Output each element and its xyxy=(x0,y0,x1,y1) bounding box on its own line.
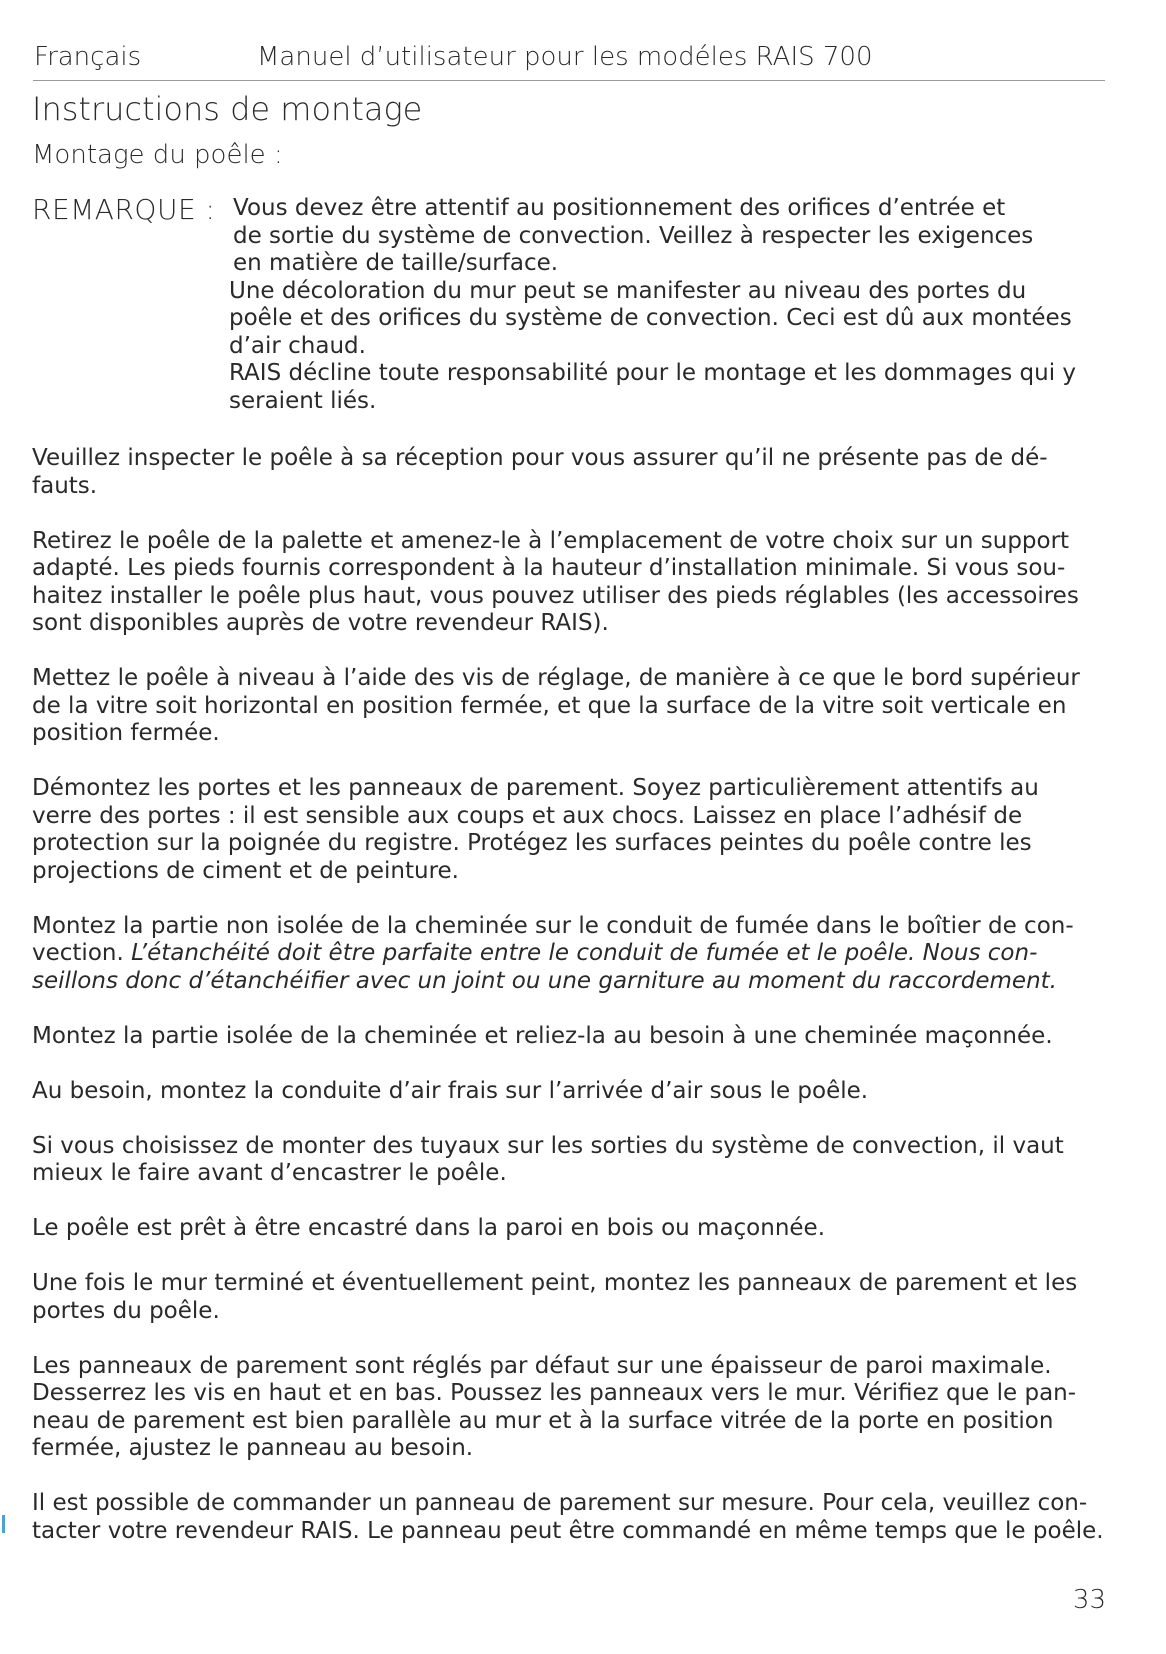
paragraph-fresh-air xyxy=(32,1078,1108,1106)
header-manual-title: Manuel d’utilisateur pour les modéles RAIS 700 xyxy=(257,42,873,72)
plain-text: vection. xyxy=(32,940,132,966)
paragraph-line: verre des portes : il est sensible aux coups et aux chocs. Laissez en place l’adhésif de xyxy=(32,802,1023,829)
paragraph-line: Desserrez les vis en haut et en bas. Poussez les panneaux vers le mur. Vérifiez que le pan- xyxy=(32,1380,1077,1406)
paragraph-line: Veuillez inspecter le poêle à sa réception pour vous assurer qu’il ne présente pas de dé- xyxy=(32,445,1048,471)
paragraph-inspect xyxy=(32,445,1108,500)
paragraph-line: fermée, ajustez le panneau au besoin. xyxy=(32,1435,474,1461)
remark-notes xyxy=(229,195,1109,415)
paragraph-line: adapté. Les pieds fournis correspondent à la hauteur d’installation minimale. Si vous sou- xyxy=(32,555,1066,581)
paragraph-line: tacter votre revendeur RAIS. Le panneau peut être commandé en même temps que le poêle. xyxy=(32,1517,1104,1544)
paragraph-convection-pipes xyxy=(32,1133,1108,1188)
paragraph-finish-wall xyxy=(32,1270,1108,1325)
paragraph-line-mixed xyxy=(32,940,1108,968)
remark-line: poêle et des orifices du système de convection. Ceci est dû aux montées xyxy=(229,305,1072,331)
paragraph-insulated xyxy=(32,1023,1108,1051)
paragraph-line: Démontez les portes et les panneaux de parement. Soyez particulièrement attentifs au xyxy=(32,775,1039,801)
paragraph-line: Une fois le mur terminé et éventuellement peint, montez les panneaux de parement et les xyxy=(32,1270,1078,1296)
italic-text: L’étanchéité doit être parfaite entre le conduit de fumée et le poêle. Nous con- xyxy=(131,940,1038,966)
body-text xyxy=(32,445,1108,1573)
paragraph-ready xyxy=(32,1215,1108,1243)
header-language: Français xyxy=(34,42,142,72)
remark-line: Vous devez être attentif au positionnement des orifices d’entrée et xyxy=(233,195,1006,221)
paragraph-line: Montez la partie isolée de la cheminée et reliez-la au besoin à une cheminée maçonnée. xyxy=(32,1022,1053,1049)
remark-line: seraient liés. xyxy=(229,387,377,414)
paragraph-line: position fermée. xyxy=(32,720,220,746)
italic-text: seillons donc d’étanchéifier avec un joint ou une garniture au moment du raccordement. xyxy=(32,967,1057,994)
margin-mark xyxy=(2,1515,5,1533)
section-title: Instructions de montage xyxy=(32,90,423,128)
paragraph-line: mieux le faire avant d’encastrer le poêle. xyxy=(32,1160,507,1186)
paragraph-line: neau de parement est bien parallèle au mur et à la surface vitrée de la porte en position xyxy=(32,1407,1054,1434)
paragraph-custom-panel xyxy=(32,1490,1108,1545)
paragraph-chimney xyxy=(32,913,1108,996)
paragraph-line: fauts. xyxy=(32,472,98,499)
remark-line: en matière de taille/surface. xyxy=(233,250,559,276)
subsection-title: Montage du poêle : xyxy=(32,140,283,170)
paragraph-line: Montez la partie non isolée de la cheminée sur le conduit de fumée dans le boîtier de con- xyxy=(32,912,1074,939)
paragraph-line-italic xyxy=(32,968,1108,996)
remark-line: de sortie du système de convection. Veillez à respecter les exigences xyxy=(233,222,1034,249)
paragraph-line: Le poêle est prêt à être encastré dans la paroi en bois ou maçonnée. xyxy=(32,1215,826,1241)
paragraph-line: Les panneaux de parement sont réglés par défaut sur une épaisseur de paroi maximale. xyxy=(32,1352,1052,1379)
paragraph-line: Si vous choisissez de monter des tuyaux sur les sorties du système de convection, il vaut xyxy=(32,1132,1064,1159)
remark-line: Une décoloration du mur peut se manifester au niveau des portes du xyxy=(229,277,1027,304)
paragraph-line: de la vitre soit horizontal en position fermée, et que la surface de la vitre soit verticale en xyxy=(32,692,1067,719)
paragraph-line: sont disponibles auprès de votre revendeur RAIS). xyxy=(32,610,609,636)
paragraph-doors xyxy=(32,775,1108,885)
paragraph-pallet xyxy=(32,528,1108,638)
paragraph-panels xyxy=(32,1353,1108,1463)
remark-line: d’air chaud. xyxy=(229,332,366,359)
paragraph-line: Mettez le poêle à niveau à l’aide des vis de réglage, de manière à ce que le bord supérieur xyxy=(32,665,1080,691)
remark-line: RAIS décline toute responsabilité pour le montage et les dommages qui y xyxy=(229,360,1077,386)
paragraph-line: haitez installer le poêle plus haut, vous pouvez utiliser des pieds réglables (les accessoires xyxy=(32,582,1079,609)
remark-label: REMARQUE : xyxy=(32,193,216,226)
paragraph-line: Il est possible de commander un panneau de parement sur mesure. Pour cela, veuillez con- xyxy=(32,1490,1088,1516)
page-number: 33 xyxy=(1072,1585,1106,1615)
paragraph-line: portes du poêle. xyxy=(32,1297,220,1324)
paragraph-line: Au besoin, montez la conduite d’air frais sur l’arrivée d’air sous le poêle. xyxy=(32,1077,869,1104)
paragraph-line: protection sur la poignée du registre. Protégez les surfaces peintes du poêle contre les xyxy=(32,830,1032,856)
page-header xyxy=(33,38,1105,81)
paragraph-line: Retirez le poêle de la palette et amenez-le à l’emplacement de votre choix sur un support xyxy=(32,527,1070,554)
paragraph-line: projections de ciment et de peinture. xyxy=(32,857,459,884)
paragraph-level xyxy=(32,665,1108,748)
